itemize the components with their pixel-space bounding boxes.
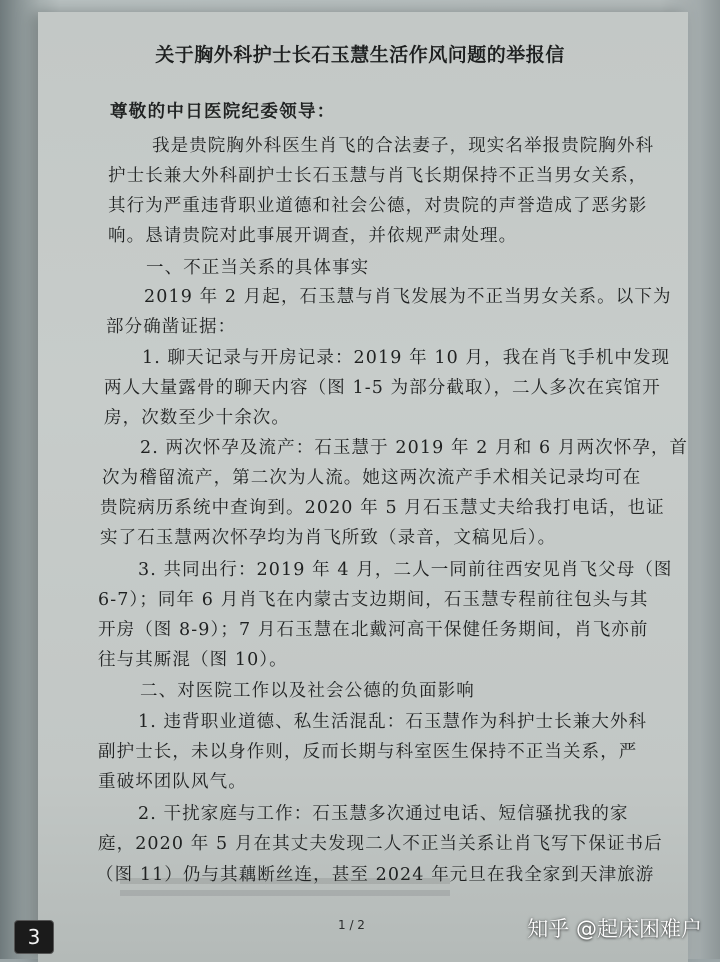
paragraph-line: 实了石玉慧两次怀孕均为肖飞所致（录音，文稿见后）。: [100, 528, 557, 548]
paragraph-line: 2. 干扰家庭与工作：石玉慧多次通过电话、短信骚扰我的家: [138, 804, 629, 824]
paragraph-line: 重破坏团队风气。: [98, 772, 247, 792]
paragraph-line: 1. 违背职业道德、私生活混乱：石玉慧作为科护士长兼大外科: [138, 712, 648, 732]
paragraph-line: 开房（图 8-9）；7 月石玉慧在北戴河高干保健任务期间，肖飞亦前: [98, 620, 649, 640]
document-title: 关于胸外科护士长石玉慧生活作风问题的举报信: [155, 44, 565, 66]
paragraph-line: 贵院病历系统中查询到。2020 年 5 月石玉慧丈夫给我打电话，也证: [100, 498, 665, 518]
image-index-badge: 3: [14, 920, 54, 954]
paragraph-line: 2019 年 2 月起，石玉慧与肖飞发展为不正当男女关系。以下为: [144, 287, 672, 307]
paragraph-line: 响。恳请贵院对此事展开调查，并依规严肃处理。: [108, 226, 518, 246]
salutation: 尊敬的中日医院纪委领导：: [110, 102, 336, 122]
paragraph-line: 6-7）；同年 6 月肖飞在内蒙古支边期间，石玉慧专程前往包头与其: [98, 590, 649, 610]
paragraph-line: 往与其厮混（图 10）。: [98, 650, 288, 670]
paragraph-line: 其行为严重违背职业道德和社会公德，对贵院的声誉造成了恶劣影: [108, 196, 648, 216]
paragraph-line: 房，次数至少十余次。: [104, 408, 290, 428]
zhihu-watermark: 知乎 @起床困难户: [527, 917, 702, 941]
page-number: 1 / 2: [338, 918, 365, 932]
paragraph-line: 1. 聊天记录与开房记录：2019 年 10 月，我在肖飞手机中发现: [142, 348, 671, 368]
paragraph-line: 庭，2020 年 5 月在其丈夫发现二人不正当关系让肖飞写下保证书后: [98, 834, 663, 854]
paragraph-line: 3. 共同出行：2019 年 4 月，二人一同前往西安见肖飞父母（图: [138, 560, 673, 580]
paragraph-line: 部分确凿证据：: [106, 317, 237, 337]
section-heading-1: 一、不正当关系的具体事实: [146, 258, 370, 278]
paragraph-line: 护士长兼大外科副护士长石玉慧与肖飞长期保持不正当男女关系，: [108, 166, 648, 186]
show-through-text: [120, 872, 450, 912]
paragraph-line: 2. 两次怀孕及流产：石玉慧于 2019 年 2 月和 6 月两次怀孕，首: [140, 438, 689, 458]
paragraph-line: 两人大量露骨的聊天内容（图 1-5 为部分截取），二人多次在宾馆开: [104, 378, 661, 398]
paragraph-line: 副护士长，未以身作则，反而长期与科室医生保持不正当关系，严: [98, 742, 638, 762]
paragraph-line: （图 11）仍与其藕断丝连，甚至 2024 年元旦在我全家到天津旅游: [96, 865, 655, 885]
paragraph-line: 我是贵院胸外科医生肖飞的合法妻子，现实名举报贵院胸外科: [152, 136, 655, 156]
section-heading-2: 二、对医院工作以及社会公德的负面影响: [140, 681, 475, 701]
paragraph-line: 次为稽留流产，第二次为人流。她这两次流产手术相关记录均可在: [102, 468, 642, 488]
